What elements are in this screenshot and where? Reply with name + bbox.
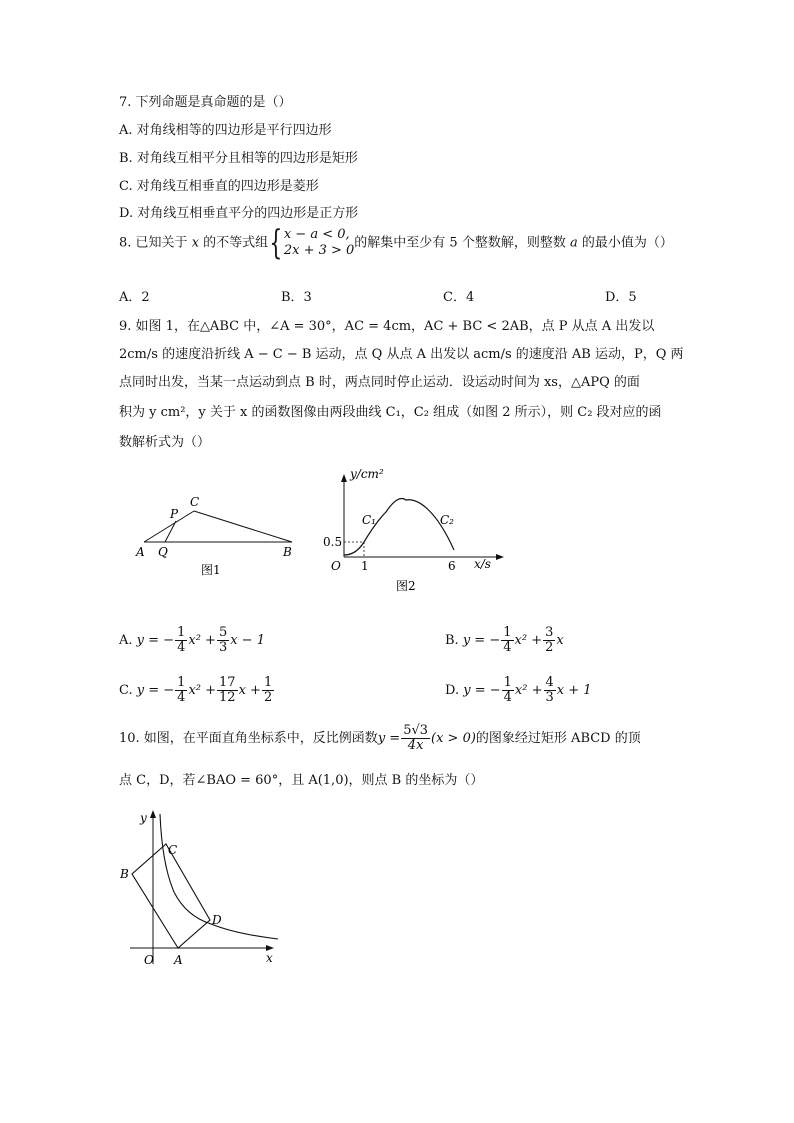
option-letter: C. (119, 683, 133, 698)
option-letter: D. (445, 683, 460, 698)
formula-part: y = − (136, 633, 175, 648)
q9-line-4: 积为 y cm²，y 关于 x 的函数图像由两段曲线 C₁，C₂ 组成（如图 2 所示），则 C₂ 段对应的函 (119, 405, 662, 420)
label-q: Q (158, 545, 168, 559)
denominator: 2 (545, 640, 554, 655)
formula-part: y = − (136, 683, 175, 698)
figure-2-graph (318, 462, 508, 598)
numerator: 1 (177, 625, 186, 640)
q9-option-a (119, 626, 265, 655)
q7-option-b: B. 对角线互相平分且相等的四边形是矩形 (119, 151, 358, 166)
label-a: A (136, 545, 145, 559)
q9-option-b (445, 626, 564, 655)
fraction (217, 676, 238, 705)
numerator: 5 (218, 625, 228, 640)
numerator: 1 (503, 675, 512, 690)
label-b: B (120, 867, 129, 881)
q7-option-a: A. 对角线相等的四边形是平行四边形 (119, 123, 332, 138)
q8-var-a: a (569, 235, 578, 251)
origin-label: O (144, 953, 154, 967)
formula-part: x (556, 633, 564, 648)
denominator: 2 (263, 690, 273, 705)
numerator: 17 (219, 675, 236, 690)
origin-label: O (331, 559, 341, 573)
option-letter: A. (119, 633, 133, 648)
formula-part: y = (377, 731, 401, 746)
formula-part: x + (238, 683, 261, 698)
fraction (175, 676, 187, 705)
label-c: C (190, 495, 200, 509)
curve-c2-label: C₂ (440, 513, 454, 527)
fraction (217, 626, 229, 655)
figure-2-caption: 图2 (396, 579, 416, 593)
formula-part: y = − (462, 633, 501, 648)
fraction (502, 676, 514, 705)
q8-stem-part: 的不等式组 (203, 235, 269, 251)
y-axis-label: y/cm² (350, 467, 384, 481)
formula-part: x² + (514, 633, 543, 648)
denominator: 3 (545, 690, 554, 705)
q10-text-part: 的图象经过矩形 ABCD 的顶 (475, 731, 641, 746)
formula-part: (x > 0) (431, 731, 476, 746)
formula-part: x² + (188, 633, 216, 648)
formula-part: x − 1 (230, 633, 265, 648)
q8-option-a: A．2 (119, 290, 150, 305)
formula-part: x² + (188, 683, 217, 698)
denominator: 12 (219, 690, 236, 705)
numerator: 1 (177, 675, 186, 690)
curve-c1-label: C₁ (362, 513, 376, 527)
q9-line-3: 点同时出发，当某一点运动到点 B 时，两点同时停止运动．设运动时间为 xs，△APQ 的面 (119, 375, 640, 390)
label-b: B (283, 545, 292, 559)
q7-option-c: C. 对角线互相垂直的四边形是菱形 (119, 179, 319, 194)
x-axis-label: x (266, 951, 273, 965)
fraction (175, 626, 187, 655)
q9-line-2: 2cm/s 的速度沿折线 A − C − B 运动，点 Q 从点 A 出发以 acm/s 的速度沿 AB 运动，P，Q 两 (119, 347, 684, 362)
formula-part: x² + (514, 683, 543, 698)
q10-figure (116, 804, 286, 972)
numerator: 1 (503, 625, 512, 640)
tick-x1-label: 1 (361, 559, 369, 573)
q8-option-d: D．5 (605, 290, 637, 305)
numerator: 1 (263, 675, 273, 690)
formula-part: x + 1 (556, 683, 592, 698)
label-a: A (174, 953, 183, 967)
fraction (543, 626, 555, 655)
figure-1-triangle (130, 490, 300, 580)
fraction (401, 724, 430, 753)
q10-text-part: 10. 如图，在平面直角坐标系中，反比例函数 (119, 731, 378, 746)
q8-stem (119, 223, 673, 263)
q8-stem-part: 的解集中至少有 5 个整数解，则整数 (354, 235, 566, 251)
q8-stem-part: 的最小值为（） (581, 235, 673, 251)
inequality-system (284, 227, 354, 259)
label-c: C (168, 843, 178, 857)
q10-line-2: 点 C，D，若∠BAO = 60°，且 A(1,0)，则点 B 的坐标为（） (119, 773, 484, 788)
denominator: 4x (407, 738, 424, 753)
q7-stem: 7. 下列命题是真命题的是（） (119, 95, 292, 110)
numerator: 5√3 (403, 723, 429, 738)
q8-option-c: C．4 (443, 290, 475, 305)
q8-stem-part: 8. 已知关于 (119, 235, 188, 251)
fraction (262, 676, 274, 705)
inequality-2: 2x + 3 > 0 (283, 243, 355, 258)
numerator: 4 (545, 675, 554, 690)
figure-1-caption: 图1 (201, 563, 221, 577)
system-brace: { (269, 223, 283, 263)
label-p: P (170, 507, 179, 521)
q9-line-5: 数解析式为（） (119, 435, 211, 450)
q9-line-1: 9. 如图 1，在△ABC 中，∠A = 30°，AC = 4cm，AC + BC < 2AB，点 P 从点 A 出发以 (119, 319, 655, 334)
denominator: 4 (177, 690, 186, 705)
tick-x2-label: 6 (448, 559, 456, 573)
x-axis-label: x/s (474, 557, 491, 571)
denominator: 4 (177, 640, 186, 655)
label-d: D (212, 913, 222, 927)
formula-part: y = − (463, 683, 501, 698)
q9-option-d (445, 676, 592, 705)
y-axis-label: y (140, 811, 147, 825)
fraction (501, 626, 513, 655)
denominator: 4 (503, 690, 512, 705)
q7-option-d: D. 对角线互相垂直平分的四边形是正方形 (119, 206, 359, 221)
numerator: 3 (545, 625, 554, 640)
q10-line-1 (119, 724, 641, 753)
option-letter: B. (445, 633, 459, 648)
q9-option-c (119, 676, 275, 705)
q8-var-x: x (191, 235, 200, 251)
denominator: 4 (503, 640, 512, 655)
inequality-1: x − a < 0, (283, 227, 350, 242)
denominator: 3 (218, 640, 228, 655)
q8-option-b: B．3 (281, 290, 312, 305)
fraction (544, 676, 556, 705)
tick-y-label: 0.5 (323, 535, 343, 549)
